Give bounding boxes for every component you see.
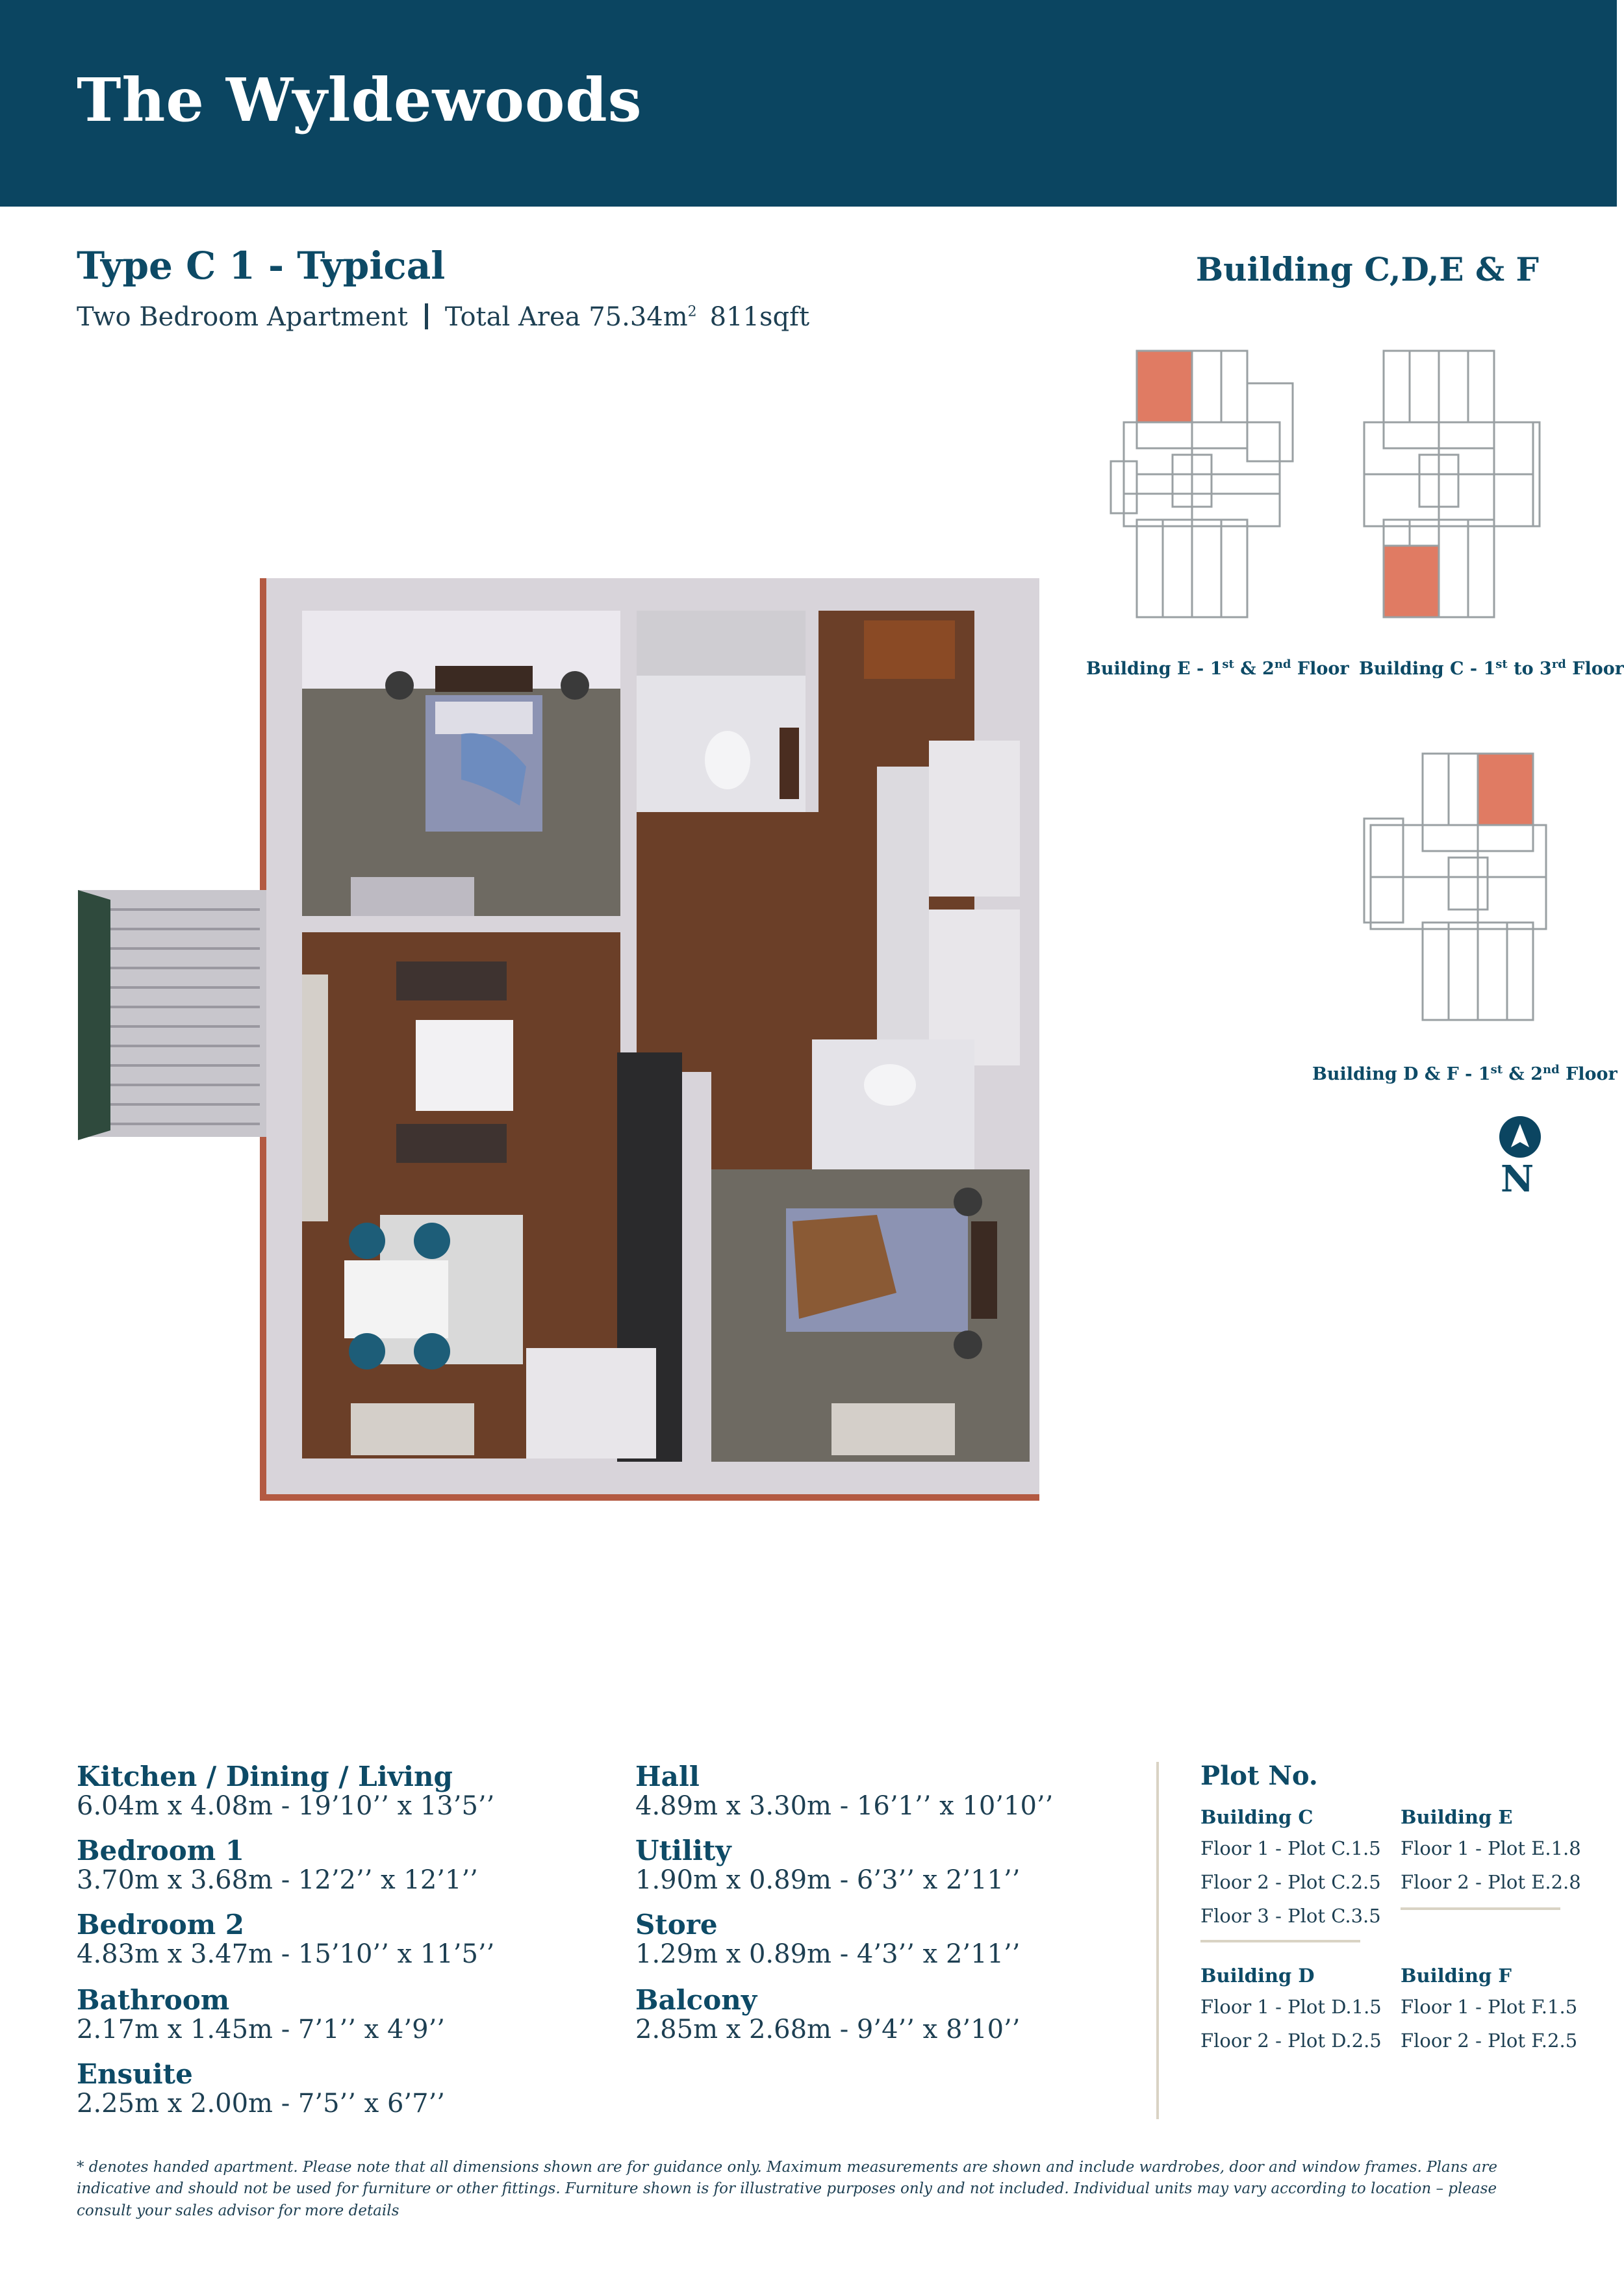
- room-balcony: [635, 1985, 1020, 2044]
- keyplan-caption-sup: nd: [1274, 657, 1291, 671]
- keyplan-building-c: [1358, 325, 1553, 630]
- keyplan-caption-text: & 2: [1234, 659, 1275, 679]
- apartment-type-title: Type C 1 - Typical: [77, 244, 446, 288]
- plot-item: Floor 3 - Plot C.3.5: [1200, 1905, 1381, 1927]
- room-dimensions: 3.70m x 3.68m - 12’2’’ x 12’1’’: [77, 1865, 478, 1896]
- room-dimensions: 1.29m x 0.89m - 4’3’’ x 2’11’’: [635, 1939, 1021, 1970]
- plot-building-name: Building E: [1401, 1806, 1513, 1828]
- keyplan-caption-sup: st: [1495, 657, 1508, 671]
- keyplan-caption-sup: st: [1222, 657, 1234, 671]
- room-name: Ensuite: [77, 2058, 193, 2090]
- area-sqft: 811sqft: [709, 302, 810, 332]
- room-dimensions: 4.89m x 3.30m - 16’1’’ x 10’10’’: [635, 1791, 1054, 1822]
- keyplan-caption-text: & 2: [1503, 1064, 1543, 1084]
- plot-item: Floor 2 - Plot C.2.5: [1200, 1871, 1381, 1893]
- plot-item: Floor 1 - Plot C.1.5: [1200, 1837, 1381, 1859]
- plot-group-building-d: [1200, 1965, 1382, 2063]
- area-superscript: 2: [687, 303, 697, 320]
- plot-item: Floor 2 - Plot E.2.8: [1401, 1871, 1581, 1893]
- north-label: N: [1501, 1158, 1534, 1201]
- room-kitchen-dining-living: [77, 1762, 494, 1820]
- plot-rule: [1200, 1940, 1360, 1942]
- room-bathroom: [77, 1985, 445, 2044]
- keyplan-caption-text: Building E - 1: [1086, 659, 1223, 679]
- room-dimensions: 1.90m x 0.89m - 6’3’’ x 2’11’’: [635, 1865, 1021, 1896]
- keyplan-caption-sup: st: [1490, 1063, 1503, 1076]
- keyplan-caption-sup: rd: [1551, 657, 1566, 671]
- room-name: Kitchen / Dining / Living: [77, 1761, 453, 1792]
- header-bar: [0, 0, 1617, 207]
- room-name: Utility: [635, 1835, 731, 1866]
- room-store: [635, 1910, 1020, 1968]
- room-dimensions: 2.85m x 2.68m - 9’4’’ x 8’10’’: [635, 2015, 1021, 2045]
- keyplan-caption-building-e: [1086, 657, 1349, 679]
- keyplan-caption-text: Floor: [1566, 659, 1624, 679]
- keyplan-building-d-f: [1364, 741, 1559, 1046]
- plots-divider: [1156, 1762, 1159, 2119]
- plot-item: Floor 2 - Plot D.2.5: [1200, 2030, 1382, 2052]
- room-utility: [635, 1836, 1020, 1894]
- keyplan-caption-sup: nd: [1542, 1063, 1560, 1076]
- room-dimensions: 2.25m x 2.00m - 7’5’’ x 6’7’’: [77, 2089, 445, 2119]
- subtitle-separator: [425, 303, 428, 329]
- room-bedroom-2: [77, 1910, 494, 1968]
- keyplan-caption-building-c: [1359, 657, 1624, 679]
- plot-item: Floor 1 - Plot D.1.5: [1200, 1996, 1382, 2018]
- apartment-description: Two Bedroom Apartment: [77, 302, 408, 332]
- total-area: Total Area 75.34m: [444, 302, 688, 332]
- plot-no-title: Plot No.: [1200, 1761, 1318, 1791]
- plot-group-building-c: [1200, 1806, 1381, 1939]
- room-ensuite: [77, 2059, 445, 2118]
- room-dimensions: 6.04m x 4.08m - 19’10’’ x 13’5’’: [77, 1791, 495, 1822]
- room-hall: [635, 1762, 1053, 1820]
- plot-building-name: Building C: [1200, 1806, 1313, 1828]
- keyplan-caption-building-d-f: [1312, 1063, 1618, 1084]
- room-bedroom-1: [77, 1836, 478, 1894]
- plot-group-building-f: [1401, 1965, 1577, 2063]
- disclaimer-text: * denotes handed apartment. Please note that all dimensions shown are for guidance only. Maximum measurements are shown and include wardrobes, door and window frames. Plans are indicative and should not be used for furniture or other fittings. Furniture shown is for illustrative purposes only and not included. Individual units may vary according to location – please consult your sales advisor for more details: [77, 2159, 1497, 2219]
- floor-plan-illustration: [71, 572, 1046, 1507]
- room-name: Bedroom 1: [77, 1835, 245, 1866]
- keyplan-building-e: [1111, 325, 1306, 630]
- keyplan-caption-text: Building D & F - 1: [1312, 1064, 1491, 1084]
- plot-building-name: Building D: [1200, 1965, 1315, 1987]
- keyplan-caption-text: Floor: [1559, 1064, 1618, 1084]
- plot-item: Floor 1 - Plot F.1.5: [1401, 1996, 1578, 2018]
- keyplan-caption-text: Floor: [1291, 659, 1349, 679]
- room-name: Store: [635, 1909, 718, 1941]
- room-name: Hall: [635, 1761, 700, 1792]
- room-name: Bedroom 2: [77, 1909, 245, 1941]
- room-dimensions: 4.83m x 3.47m - 15’10’’ x 11’5’’: [77, 1939, 495, 1970]
- keyplan-caption-text: to 3: [1507, 659, 1552, 679]
- keyplan-caption-text: Building C - 1: [1359, 659, 1496, 679]
- room-dimensions: 2.17m x 1.45m - 7’1’’ x 4’9’’: [77, 2015, 445, 2045]
- plot-item: Floor 1 - Plot E.1.8: [1401, 1837, 1581, 1859]
- plot-building-name: Building F: [1401, 1965, 1512, 1987]
- plot-item: Floor 2 - Plot F.2.5: [1401, 2030, 1578, 2052]
- room-name: Balcony: [635, 1984, 757, 2016]
- plot-rule: [1401, 1907, 1560, 1910]
- plot-group-building-e: [1401, 1806, 1581, 1905]
- development-title: The Wyldewoods: [77, 65, 642, 135]
- room-name: Bathroom: [77, 1984, 230, 2016]
- apartment-subtitle: [77, 302, 809, 332]
- north-arrow-icon: [1499, 1116, 1541, 1158]
- buildings-title: Building C,D,E & F: [1195, 250, 1539, 288]
